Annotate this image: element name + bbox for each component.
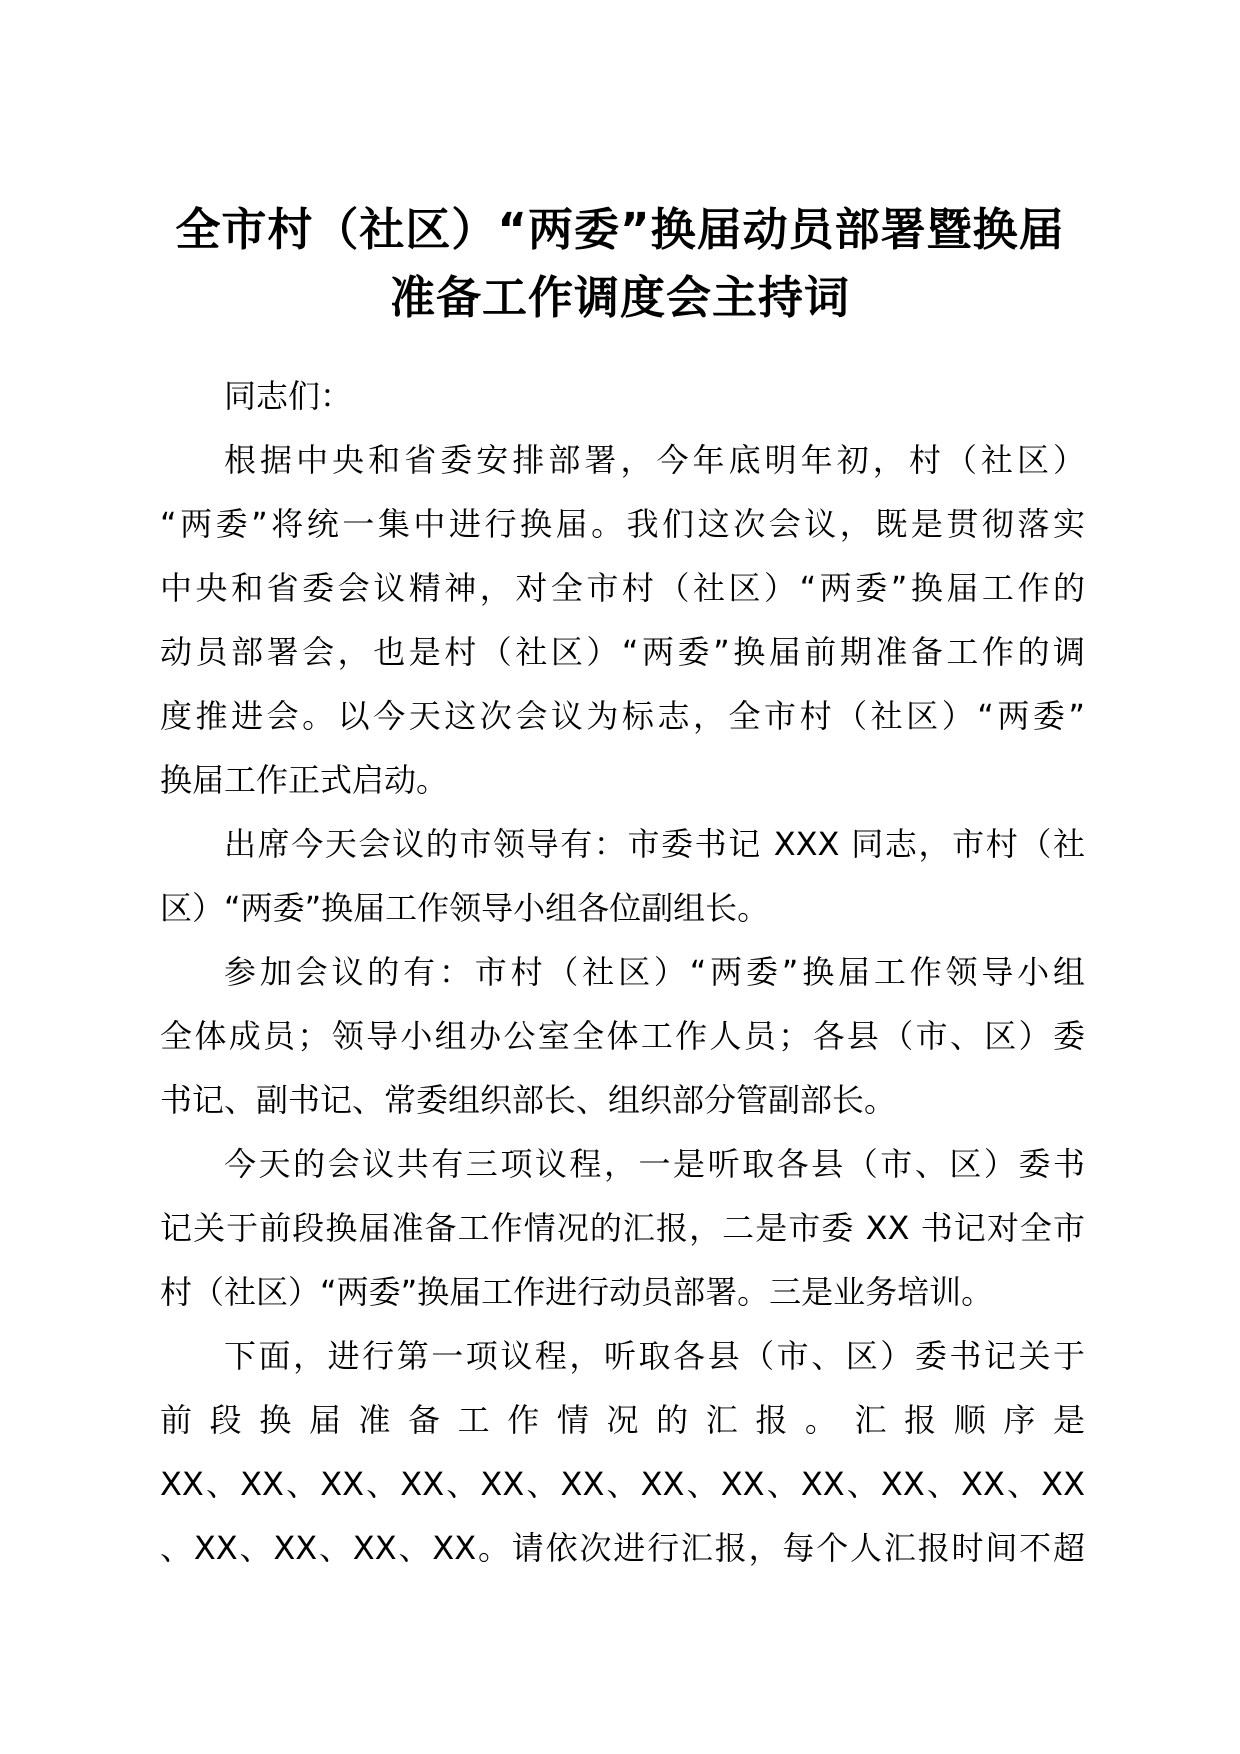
paragraph-2-line-2: 区）“两委”换届工作领导小组各位副组长。 [160,889,770,927]
paragraph-1-line-2: “两委”将统一集中进行换届。我们这次会议，既是贯彻落实 [160,505,1085,543]
paragraph-5-line-3: XX、XX、XX、XX、XX、XX、XX、XX、XX、XX、XX、XX [160,1465,1085,1503]
title-line-1: 全市村（社区）“两委”换届动员部署暨换届 [175,203,1065,256]
paragraph-3-line-2: 全体成员；领导小组办公室全体工作人员；各县（市、区）委 [160,1017,1085,1055]
paragraph-4-line-1: 今天的会议共有三项议程，一是听取各县（市、区）委书 [224,1145,1085,1183]
paragraph-3-line-3: 书记、副书记、常委组织部长、组织部分管副部长。 [160,1081,897,1119]
paragraph-4-line-2: 记关于前段换届准备工作情况的汇报，二是市委 XX 书记对全市 [160,1209,1085,1247]
salutation: 同志们： [224,377,353,415]
document-title [130,196,1110,332]
document-body [160,364,1085,1580]
paragraph-5-line-1: 下面，进行第一项议程，听取各县（市、区）委书记关于 [224,1337,1085,1375]
paragraph-1-line-5: 度推进会。以今天这次会议为标志，全市村（社区）“两委” [160,697,1085,735]
paragraph-3-line-1: 参加会议的有：市村（社区）“两委”换届工作领导小组 [224,953,1085,991]
paragraph-1-line-1: 根据中央和省委安排部署，今年底明年初，村（社区） [224,441,1085,479]
paragraph-5-line-2: 前段换届准备工作情况的汇报。汇报顺序是 [160,1401,1085,1439]
paragraph-1-line-3: 中央和省委会议精神，对全市村（社区）“两委”换届工作的 [160,569,1085,607]
paragraph-1-line-4: 动员部署会，也是村（社区）“两委”换届前期准备工作的调 [160,633,1085,671]
paragraph-2-line-1: 出席今天会议的市领导有：市委书记 XXX 同志，市村（社 [224,825,1085,863]
title-line-2: 准备工作调度会主持词 [389,271,850,324]
paragraph-4-line-3: 村（社区）“两委”换届工作进行动员部署。三是业务培训。 [160,1273,994,1311]
paragraph-5-line-4: 、XX、XX、XX、XX。请依次进行汇报，每个人汇报时间不超 [160,1529,1085,1567]
paragraph-1-line-6: 换届工作正式启动。 [160,761,449,799]
